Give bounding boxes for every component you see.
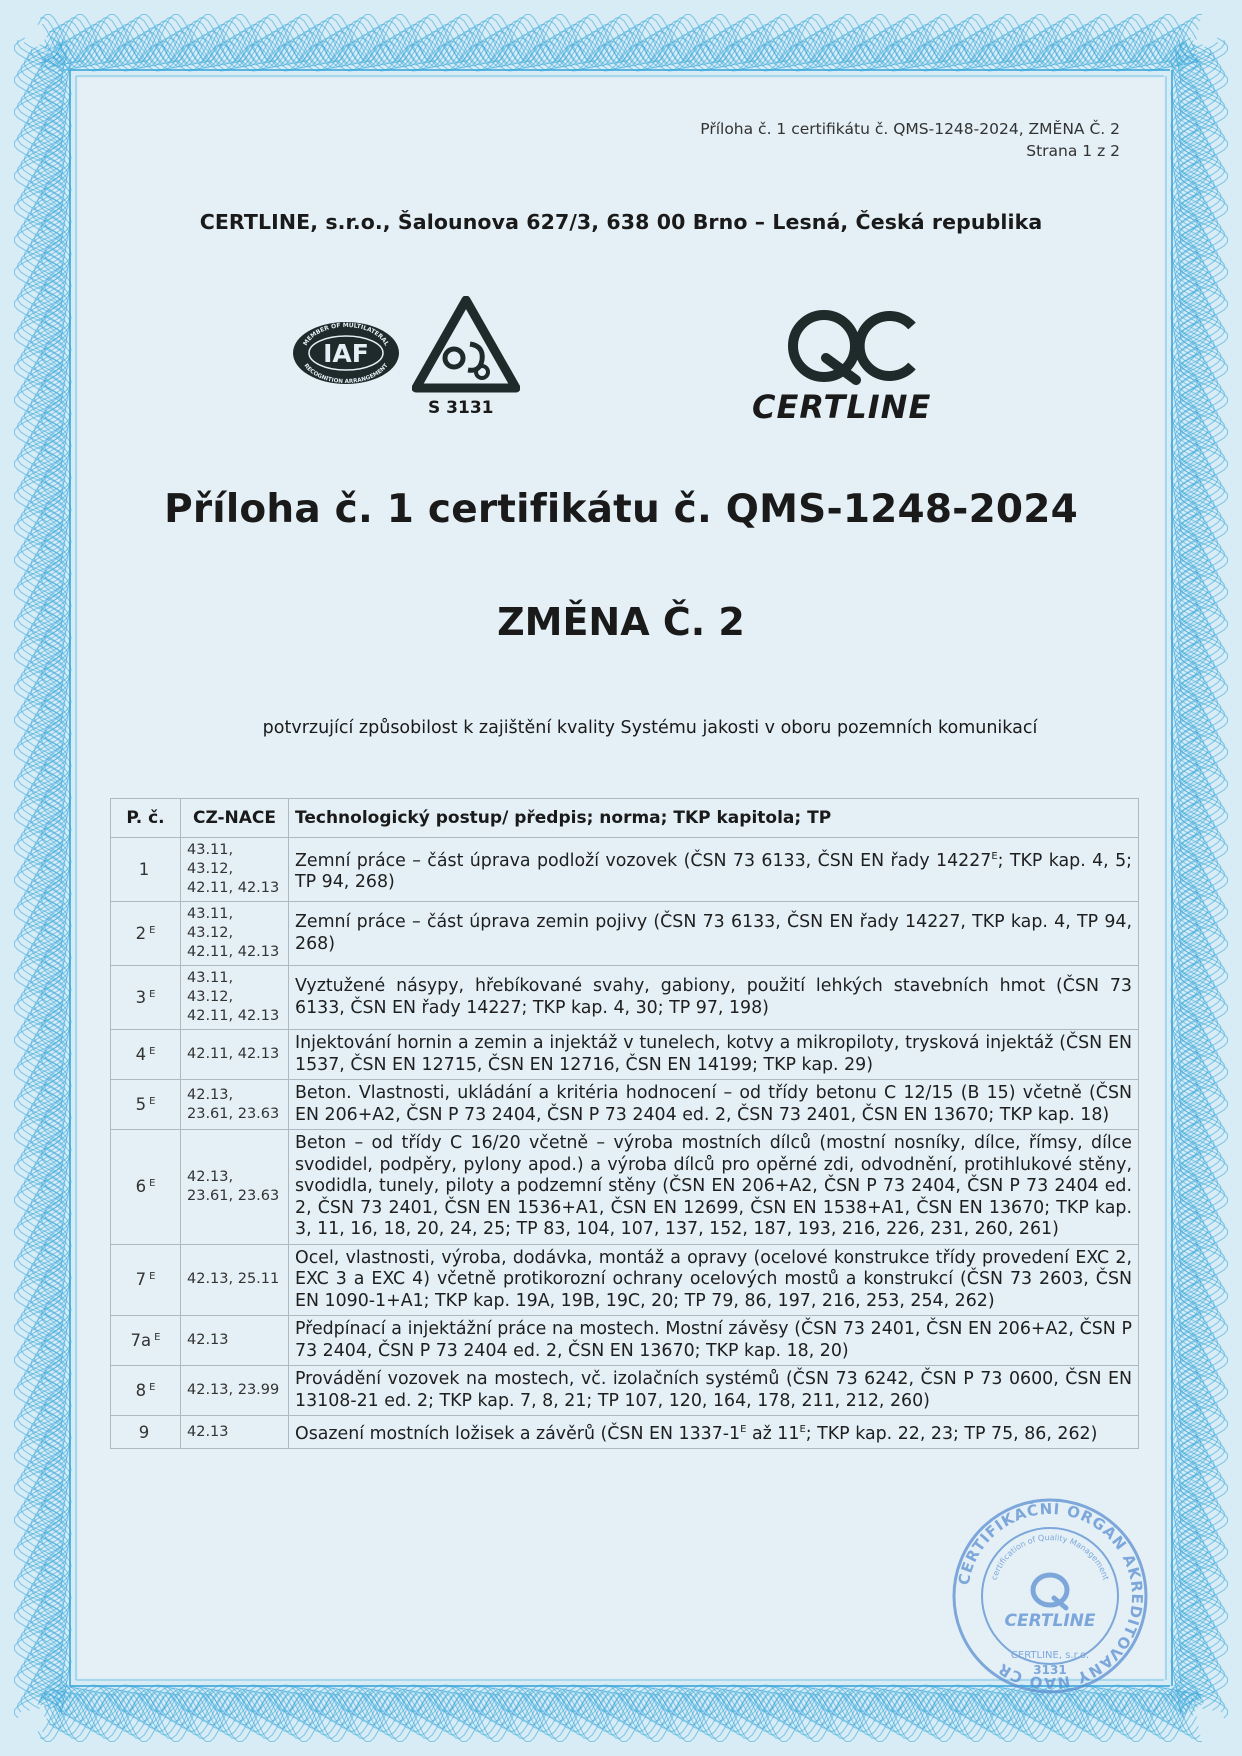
header-reference xyxy=(700,118,1120,162)
iaf-text: IAF xyxy=(323,339,369,368)
certline-brand: CERTLINE xyxy=(752,388,932,426)
iaf-ring-top: MEMBER OF MULTILATERAL xyxy=(302,321,391,348)
accreditation-triangle-icon xyxy=(412,296,520,394)
row-number: 5 $^E$ xyxy=(111,1080,181,1130)
table-row xyxy=(111,1030,1139,1080)
change-mark: E xyxy=(149,1095,156,1107)
row-number: 1 xyxy=(111,838,181,902)
stamp-company: CERTLINE, s.r.o. xyxy=(1010,1650,1090,1661)
change-mark: E xyxy=(149,988,156,1000)
iaf-logo xyxy=(291,320,401,386)
column-header-nace: CZ-NACE xyxy=(181,799,289,838)
row-nace-codes: 43.11, 43.12, 42.11, 42.13 xyxy=(181,966,289,1030)
row-number: 4 $^E$ xyxy=(111,1030,181,1080)
row-number: 3 $^E$ xyxy=(111,966,181,1030)
column-header-number: P. č. xyxy=(111,799,181,838)
row-nace-codes: 42.13, 23.61, 23.63 xyxy=(181,1080,289,1130)
document-title: Příloha č. 1 certifikátu č. QMS-1248-2024 xyxy=(164,487,1078,532)
stamp-number: 3131 xyxy=(1033,1663,1067,1677)
change-mark: E xyxy=(149,1177,156,1189)
row-procedure: Zemní práce – část úprava zemin pojivy (ČSN 73 6133, ČSN EN řady 14227, TKP kap. 4, TP 94, 268) xyxy=(289,902,1139,966)
accreditation-number: S 3131 xyxy=(428,398,494,418)
column-header-procedure: Technologický postup/ předpis; norma; TKP kapitola; TP xyxy=(289,799,1139,838)
company-address: CERTLINE, s.r.o., Šalounova 627/3, 638 00 Brno – Lesná, Česká republika xyxy=(199,210,1043,234)
row-procedure: Osazení mostních ložisek a závěrů (ČSN EN $1337-1^E$ až $11^E$; TKP kap. 22, 23; TP 75, 86, 262) xyxy=(289,1416,1139,1449)
row-nace-codes: 42.13, 23.99 xyxy=(181,1366,289,1416)
document-subtitle: ZMĚNA Č. 2 xyxy=(497,600,745,644)
change-mark: E xyxy=(149,1045,156,1057)
row-procedure: Provádění vozovek na mostech, vč. izolačních systémů (ČSN 73 6242, ČSN P 73 0600, ČSN EN 13108-21 ed. 2; TKP kap. 7, 8, 21; TP 107, 120, 164, 178, 211, 212, 260) xyxy=(289,1366,1139,1416)
table-row xyxy=(111,902,1139,966)
row-number: 9 xyxy=(111,1416,181,1449)
table-row xyxy=(111,1416,1139,1449)
table-row xyxy=(111,1130,1139,1245)
qc-mark-text: QC xyxy=(851,352,853,353)
table-row xyxy=(111,1244,1139,1316)
row-procedure: Beton – od třídy C 16/20 včetně – výroba mostních dílců (mostní nosníky, dílce, římsy, dílce svodidel, podpěry, pylony apod.) a výroba dílců pro opěrné zdi, odvodnění, protihlukové stěny, svodidla, tunely, piloty a podzemní stěny (ČSN EN 206+A2, ČSN P 73 2404, ČSN P 73 2404 ed. 2, ČSN 73 2401, ČSN EN 1536+A1, ČSN EN 12699, ČSN EN 1538+A1, ČSN EN 13670; TKP kap. 3, 11, 16, 18, 20, 24, 25; TP 83, 104, 107, 137, 152, 187, 193, 216, 226, 231, 260, 261) xyxy=(289,1130,1139,1245)
row-number: 8 $^E$ xyxy=(111,1366,181,1416)
change-mark: E xyxy=(149,924,156,936)
change-mark: E xyxy=(154,1331,161,1343)
stamp-brand: CERTLINE xyxy=(1004,1611,1096,1631)
row-procedure: Vyztužené násypy, hřebíkované svahy, gabiony, použití lehkých stavebních hmot (ČSN 73 6133, ČSN EN řady 14227; TKP kap. 4, 30; TP 97, 198) xyxy=(289,966,1139,1030)
row-procedure: Zemní práce – část úprava podloží vozovek (ČSN 73 6133, ČSN EN řady $14227^E$; TKP kap. 4, 5; TP 94, 268) xyxy=(289,838,1139,902)
row-procedure: Ocel, vlastnosti, výroba, dodávka, montáž a opravy (ocelové konstrukce třídy provedení EXC 2, EXC 3 a EXC 4) včetně protikorozní ochrany ocelových mostů a konstrukcí (ČSN 73 2603, ČSN EN 1090-1+A1; TKP kap. 19A, 19B, 19C, 20; TP 79, 86, 197, 216, 253, 254, 262) xyxy=(289,1244,1139,1316)
table-row xyxy=(111,1316,1139,1366)
row-number: 2 $^E$ xyxy=(111,902,181,966)
row-procedure: Beton. Vlastnosti, ukládání a kritéria hodnocení – od třídy betonu C 12/15 (B 15) včetně (ČSN EN 206+A2, ČSN P 73 2404, ČSN P 73 2404 ed. 2, ČSN 73 2401, ČSN EN 13670; TKP kap. 18) xyxy=(289,1080,1139,1130)
scope-table xyxy=(110,798,1139,1449)
qc-logo xyxy=(782,306,922,388)
document-purpose: potvrzující způsobilost k zajištění kvality Systému jakosti v oboru pozemních komunikací xyxy=(262,718,1038,738)
change-mark: E xyxy=(149,1270,156,1282)
stamp-inner-ring-text: certification of Quality Management xyxy=(989,1532,1111,1582)
stamp-ring-text: CERTIFIKAČNÍ ORGÁN AKREDITOVANÝ NAO CR xyxy=(954,1499,1147,1693)
row-procedure: Předpínací a injektážní práce na mostech. Mostní závěsy (ČSN 73 2401, ČSN EN 206+A2, ČSN P 73 2404, ČSN P 73 2404 ed. 2, ČSN EN 13670; TKP kap. 18, 20) xyxy=(289,1316,1139,1366)
row-procedure: Injektování hornin a zemin a injektáž v tunelech, kotvy a mikropiloty, trysková injektáž (ČSN EN 1537, ČSN EN 12715, ČSN EN 12716, ČSN EN 14199; TKP kap. 29) xyxy=(289,1030,1139,1080)
table-row xyxy=(111,1080,1139,1130)
table-row xyxy=(111,966,1139,1030)
row-number: 6 $^E$ xyxy=(111,1130,181,1245)
change-mark: E xyxy=(149,1381,156,1393)
row-nace-codes: 43.11, 43.12, 42.11, 42.13 xyxy=(181,838,289,902)
table-row xyxy=(111,838,1139,902)
page-number: Strana 1 z 2 xyxy=(1026,142,1120,160)
row-nace-codes: 43.11, 43.12, 42.11, 42.13 xyxy=(181,902,289,966)
row-nace-codes: 42.13 xyxy=(181,1316,289,1366)
table-row xyxy=(111,1366,1139,1416)
row-nace-codes: 42.11, 42.13 xyxy=(181,1030,289,1080)
row-number: 7a $^E$ xyxy=(111,1316,181,1366)
iaf-ring-bottom: RECOGNITION ARRANGEMENT xyxy=(302,362,390,386)
table-header-row xyxy=(111,799,1139,838)
row-nace-codes: 42.13, 23.61, 23.63 xyxy=(181,1130,289,1245)
row-nace-codes: 42.13 xyxy=(181,1416,289,1449)
row-nace-codes: 42.13, 25.11 xyxy=(181,1244,289,1316)
row-number: 7 $^E$ xyxy=(111,1244,181,1316)
certification-stamp xyxy=(950,1496,1150,1696)
reference-text: Příloha č. 1 certifikátu č. QMS-1248-2024, ZMĚNA Č. 2 xyxy=(700,120,1120,138)
